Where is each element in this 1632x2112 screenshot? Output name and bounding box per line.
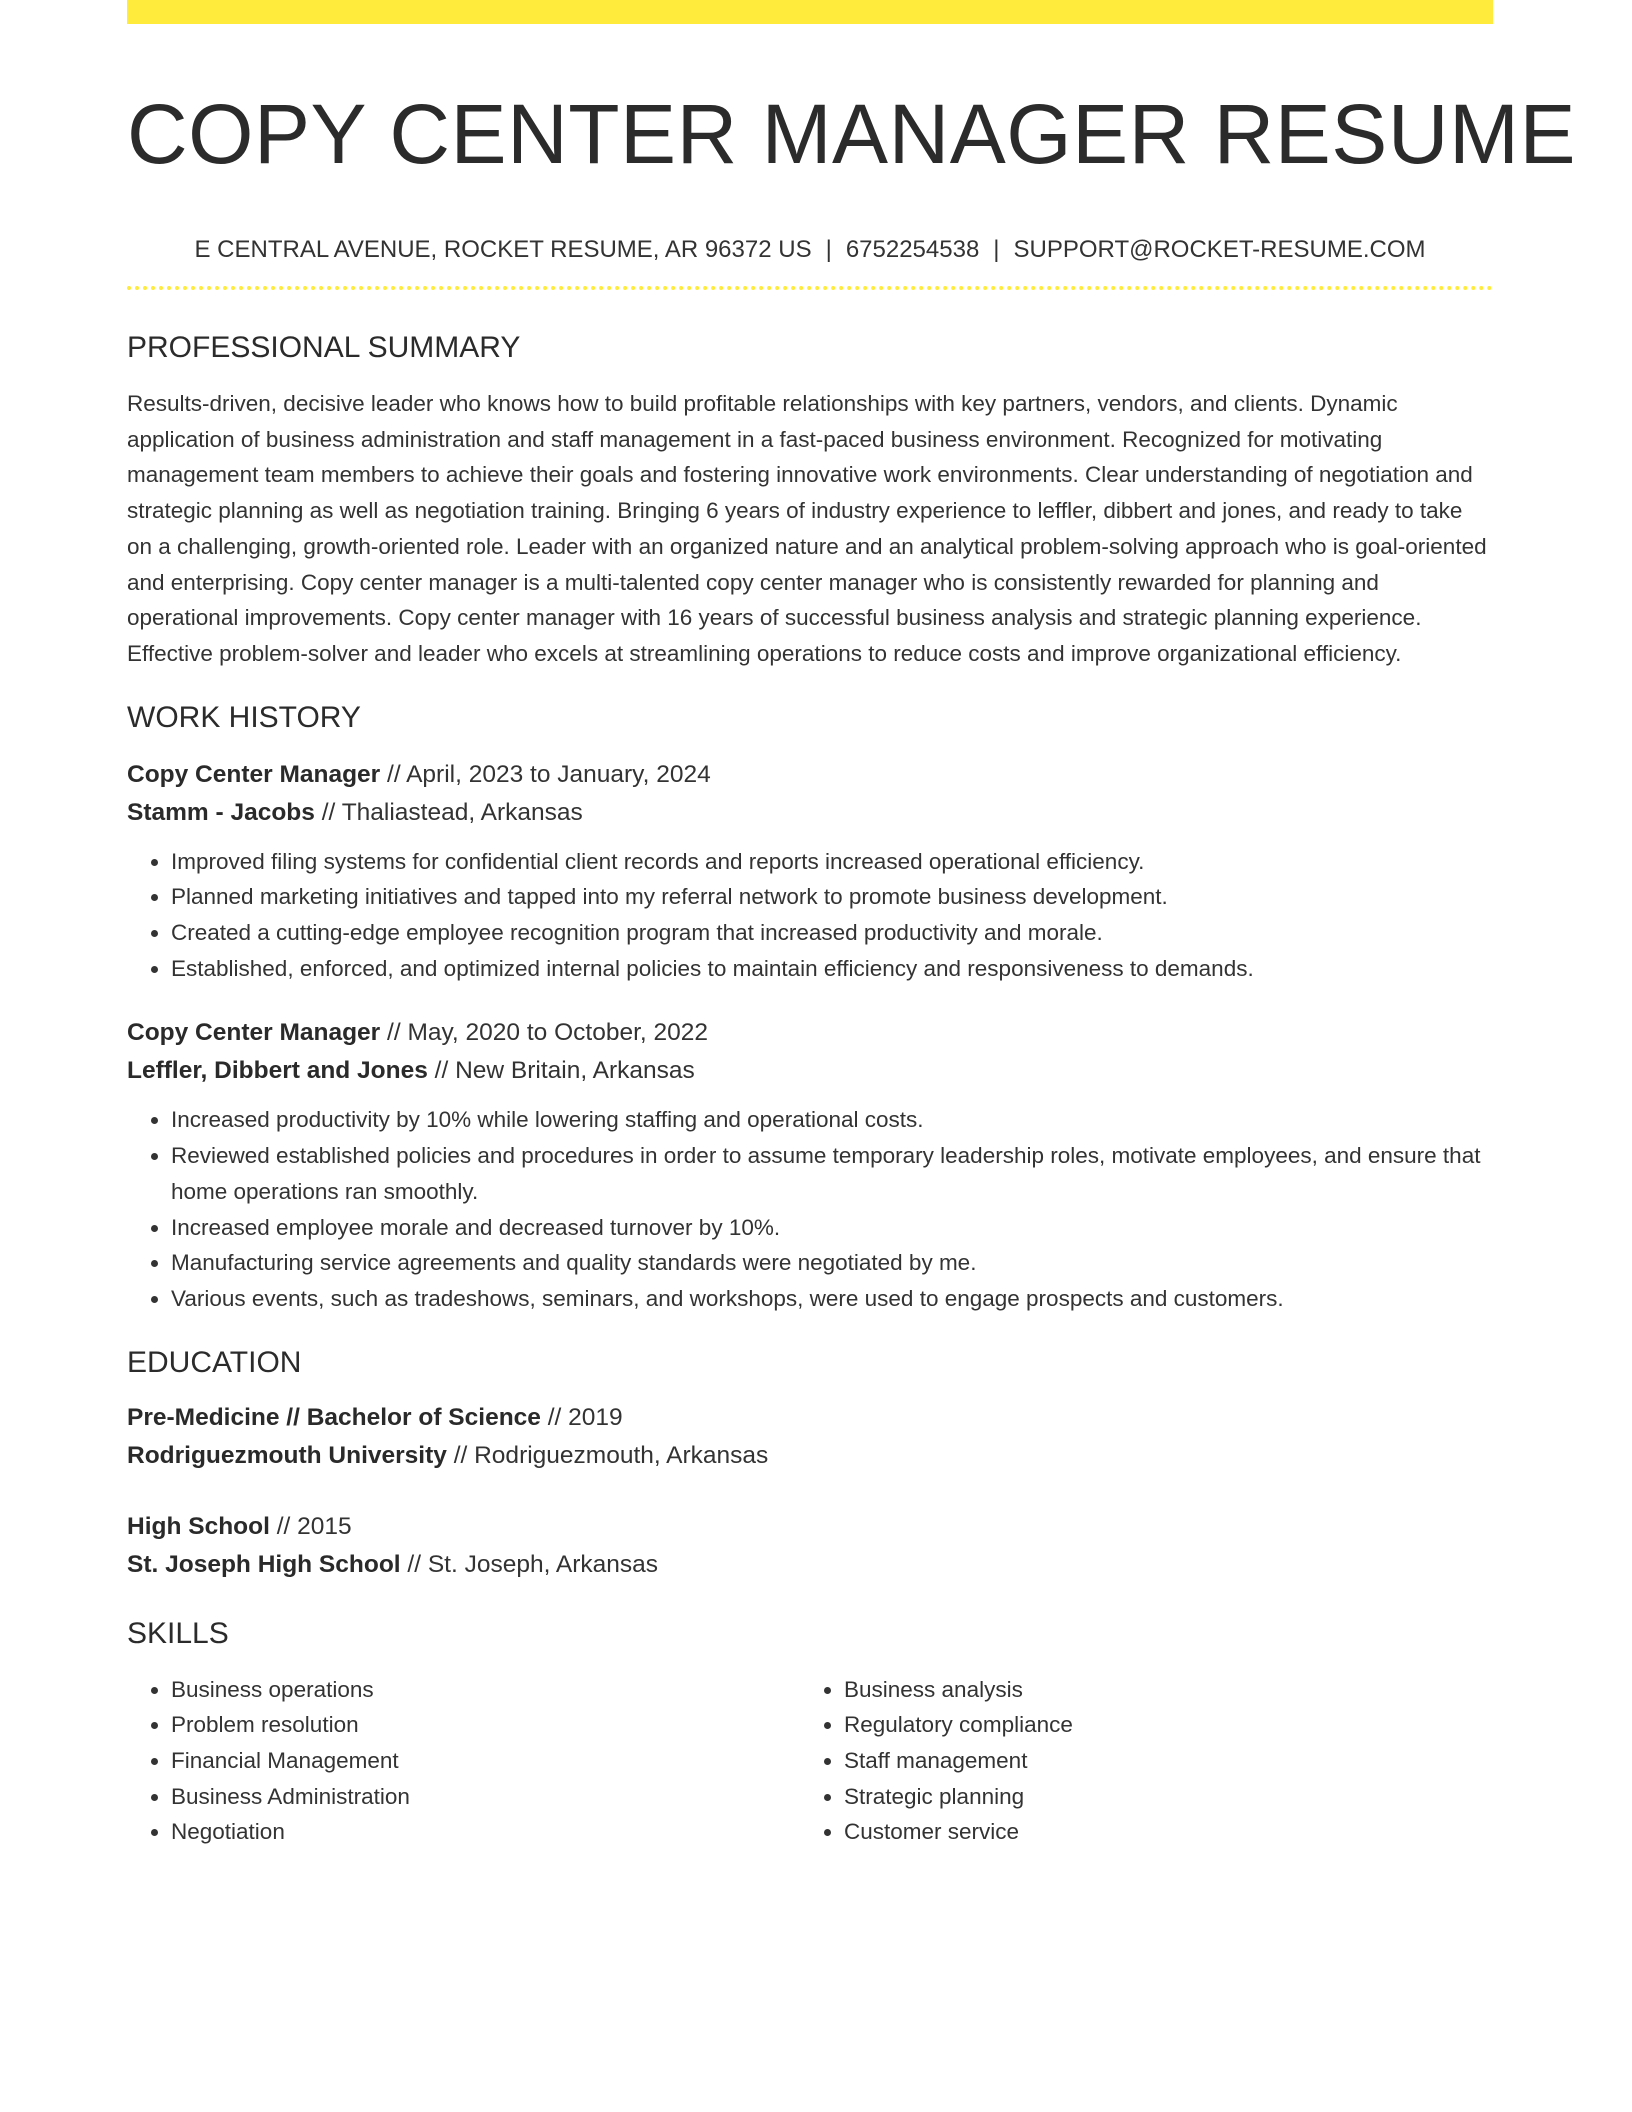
school-location: // Rodriguezmouth, Arkansas [446,1441,769,1469]
graduation-year: // 2019 [540,1403,623,1431]
work-history-heading: WORK HISTORY [127,700,361,734]
skills-list [127,1672,800,1851]
job-entry [127,1014,1493,1316]
job-title: Copy Center Manager [127,760,381,788]
summary-text: Results-driven, decisive leader who knows how to build profitable relationships with key partners, vendors, and clients. Dynamic application of business administration and staff management in a fast-paced business environment. Recognized for motivating management team members to achieve their goals and fostering innovative work environments. Clear understanding of negotiation and strategic planning as well as negotiation training. Bringing 6 years of industry experience to leffler, dibbert and jones, and ready to take on a challenging, growth-oriented role. Leader with an organized nature and an analytical problem-solving approach who is goal-oriented and enterprising. Copy center manager is a multi-talented copy center manager who is consistently rewarded for planning and operational improvements. Copy center manager with 16 years of successful business analysis and strategic planning experience. Effective problem-solver and leader who excels at streamlining operations to reduce costs and improve organizational efficiency. [127,391,1487,666]
school-name: St. Joseph High School [127,1550,401,1578]
skills-heading: SKILLS [127,1616,229,1650]
skill-item: • Customer service [844,1814,1473,1850]
school-location: // St. Joseph, Arkansas [400,1550,658,1578]
degree: High School [127,1512,270,1540]
degree-line [127,1399,1493,1437]
skill-item: • Negotiation [171,1814,800,1850]
graduation-year: // 2015 [269,1512,352,1540]
job-bullet: • Improved filing systems for confidential client records and reports increased operational efficiency. [171,844,1493,880]
skill-item: • Strategic planning [844,1779,1473,1815]
degree-line [127,1508,1493,1546]
job-bullets [127,844,1493,987]
resume-page [127,0,1576,1850]
school-name: Rodriguezmouth University [127,1441,447,1469]
skill-item: • Financial Management [171,1743,800,1779]
job-bullet: • Created a cutting-edge employee recognition program that increased productivity and morale. [171,915,1493,951]
education-entry [127,1399,1493,1475]
education-entry [127,1508,1493,1584]
skills-column-left [127,1672,800,1851]
summary-heading: PROFESSIONAL SUMMARY [127,331,521,364]
job-location: // Thaliastead, Arkansas [314,798,583,826]
job-title-line [127,756,1493,794]
dotted-divider [127,286,1493,290]
degree: Pre-Medicine // Bachelor of Science [127,1403,541,1431]
education-section [127,1345,1493,1584]
accent-top-bar [127,0,1493,24]
job-bullet: • Manufacturing service agreements and quality standards were negotiated by me. [171,1245,1493,1281]
job-bullet: • Various events, such as tradeshows, seminars, and workshops, were used to engage prospects and customers. [171,1281,1493,1317]
contact-separator: | [993,236,1000,263]
skill-item: • Regulatory compliance [844,1707,1473,1743]
contact-phone: 6752254538 [845,236,980,263]
job-company: Stamm - Jacobs [127,798,315,826]
job-bullet: • Increased productivity by 10% while lowering staffing and operational costs. [171,1102,1493,1138]
contact-email: SUPPORT@ROCKET-RESUME.COM [1013,236,1426,263]
education-heading: EDUCATION [127,1345,302,1379]
job-company-line [127,1052,1493,1090]
skills-section [127,1616,1493,1851]
contact-separator: | [825,236,832,263]
contact-line [127,234,1493,266]
skill-item: • Staff management [844,1743,1473,1779]
contact-address: E CENTRAL AVENUE, ROCKET RESUME, AR 96372 US [194,236,812,263]
school-line [127,1437,1493,1475]
job-bullet: • Reviewed established policies and procedures in order to assume temporary leadership roles, motivate employees, and ensure that home operations ran smoothly. [171,1138,1493,1209]
summary-section [127,330,1493,672]
skills-list [800,1672,1473,1851]
job-title: Copy Center Manager [127,1019,381,1047]
job-dates: // April, 2023 to January, 2024 [380,760,711,788]
job-bullet: • Planned marketing initiatives and tapped into my referral network to promote business development. [171,879,1493,915]
school-line [127,1546,1493,1584]
job-bullet: • Increased employee morale and decreased turnover by 10%. [171,1210,1493,1246]
job-location: // New Britain, Arkansas [427,1057,695,1085]
job-bullets [127,1102,1493,1316]
resume-title: COPY CENTER MANAGER RESUME [127,87,1576,181]
skill-item: • Business Administration [171,1779,800,1815]
job-title-line [127,1014,1493,1052]
job-company: Leffler, Dibbert and Jones [127,1057,428,1085]
work-history-section [127,700,1493,1317]
skills-column-right [800,1672,1473,1851]
skill-item: • Problem resolution [171,1707,800,1743]
job-bullet: • Established, enforced, and optimized internal policies to maintain efficiency and responsiveness to demands. [171,951,1493,987]
job-company-line [127,794,1493,832]
job-dates: // May, 2020 to October, 2022 [380,1019,708,1047]
skill-item: • Business analysis [844,1672,1473,1708]
skill-item: • Business operations [171,1672,800,1708]
skills-grid [127,1672,1493,1851]
job-entry [127,756,1493,987]
